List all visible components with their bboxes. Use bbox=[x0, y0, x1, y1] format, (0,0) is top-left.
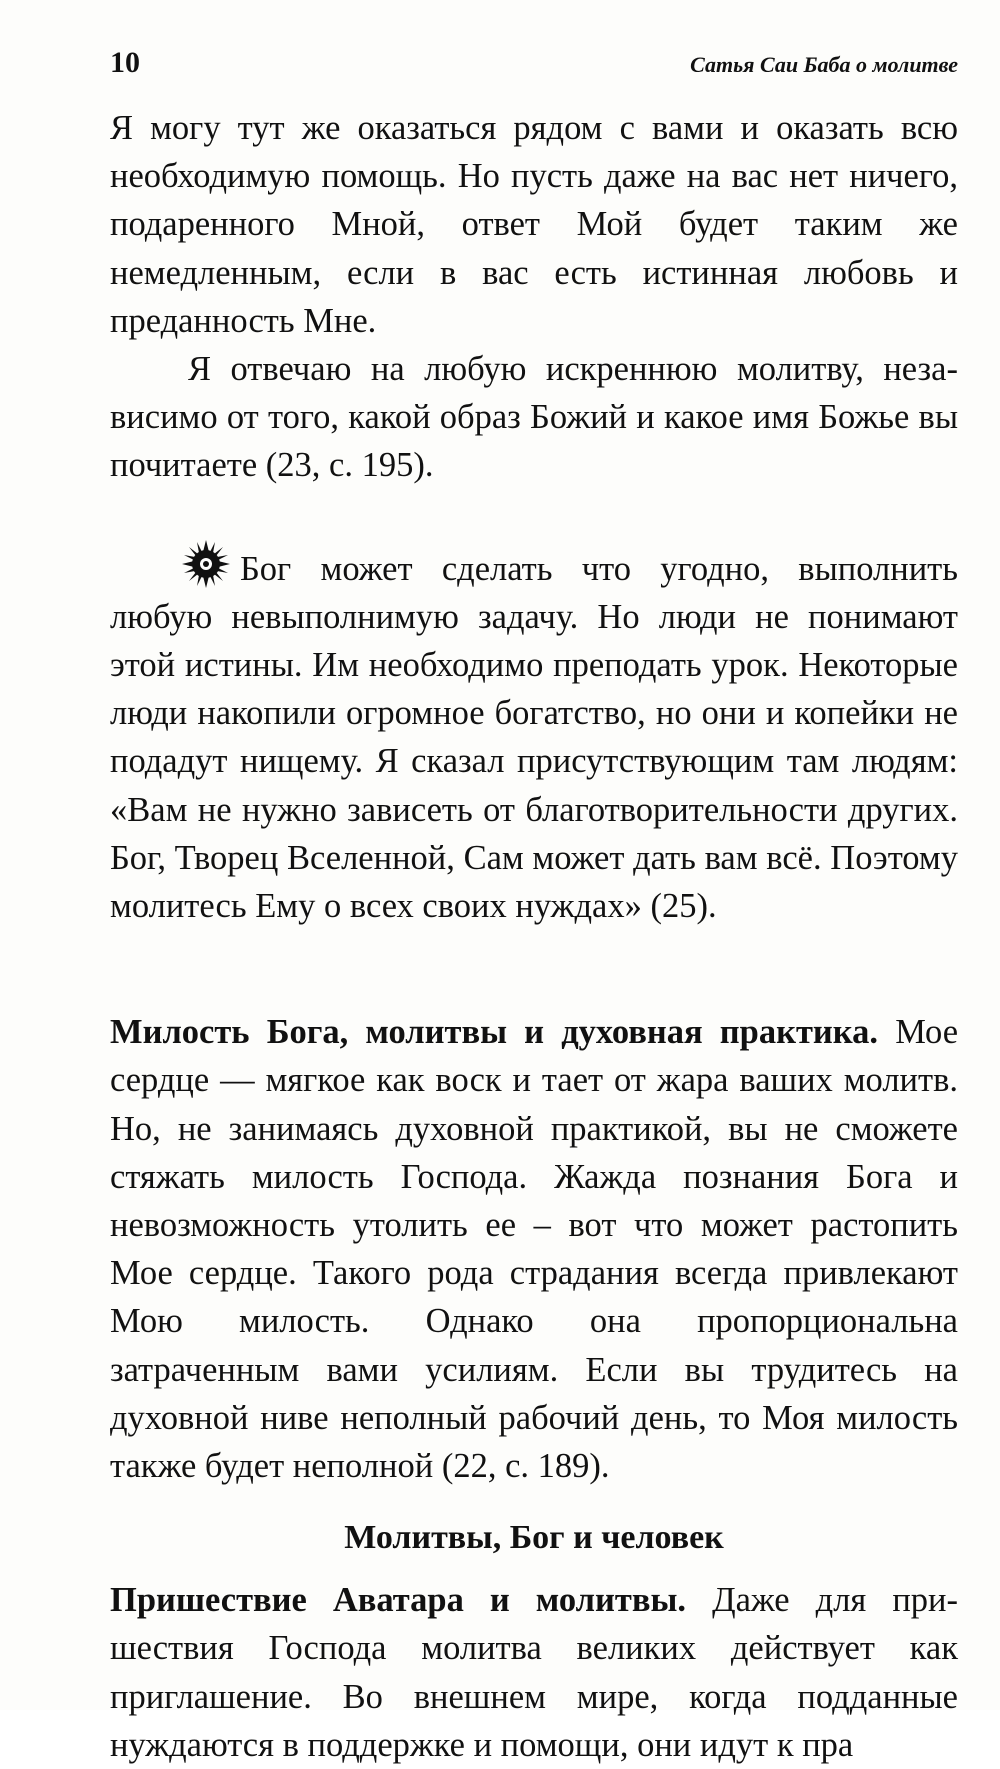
paragraph-3 bbox=[110, 538, 958, 931]
running-head bbox=[110, 46, 958, 86]
spacer bbox=[110, 1490, 958, 1514]
paragraph-1: Я могу тут же оказаться рядом с вами и оказать всю необходимую помощь. Но пусть даже на вас нет ничего, подаренного Мной, ответ Мой будет таким же немедленным, если в вас есть истинная любовь и преданность Мне. bbox=[110, 109, 958, 340]
spacer bbox=[110, 930, 958, 1008]
running-title: Сатья Саи Баба о молитве bbox=[690, 52, 958, 77]
paragraph-2: Я отвечаю на любую искреннюю молитву, независимо от того, какой образ Божий и какое имя Божье вы почитаете (23, с. 195). bbox=[110, 350, 958, 485]
body-text bbox=[110, 104, 958, 1769]
spacer bbox=[110, 1562, 958, 1576]
page-number: 10 bbox=[110, 46, 140, 79]
lotus-ornament-icon bbox=[180, 538, 232, 590]
section-heading: Молитвы, Бог и человек bbox=[344, 1519, 724, 1557]
spacer bbox=[110, 490, 958, 538]
paragraph-4-text: Мое сердце — мягкое как воск и тает от жара ваших молитв. Но, не занимаясь духовной практикой, вы не сможете стяжать милость Господа. Жажда познания Бога и невозможность утолить ее – вот что может растопить Мое сердце. Такого рода страдания всегда привлекают Мою милость. Однако она пропорциональна затраченным вами усилиям. Если вы трудитесь на духовной ниве неполный рабочий день, то Моя милость также будет неполной (22, с. 189). bbox=[110, 1013, 959, 1486]
run-in-heading: Пришествие Аватара и молитвы. bbox=[110, 1581, 687, 1620]
paragraph-4 bbox=[110, 1008, 958, 1490]
paragraph-3-text: Бог может сделать что угодно, выполнить любую невыполнимую задачу. Но люди не понимают этой истины. Им необходимо преподать урок. Некоторые люди накопили огромное богатство, но они и копейки не подадут нищему. Я сказал присутствующим там людям: «Вам не нужно зависеть от благотворительности других. Бог, Творец Вселенной, Сам может дать вам всё. Поэтому молитесь Ему о всех своих нуждах» (25). bbox=[110, 549, 958, 926]
paragraph-5 bbox=[110, 1576, 958, 1769]
run-in-heading: Милость Бога, молитвы и духовная практика. bbox=[110, 1013, 879, 1052]
paragraph-5-text: Даже для пришествия Господа молитва великих действует как приглашение. Во внешнем мире, когда подданные нуждаются в поддержке и помощи, они идут к пра bbox=[110, 1581, 958, 1764]
